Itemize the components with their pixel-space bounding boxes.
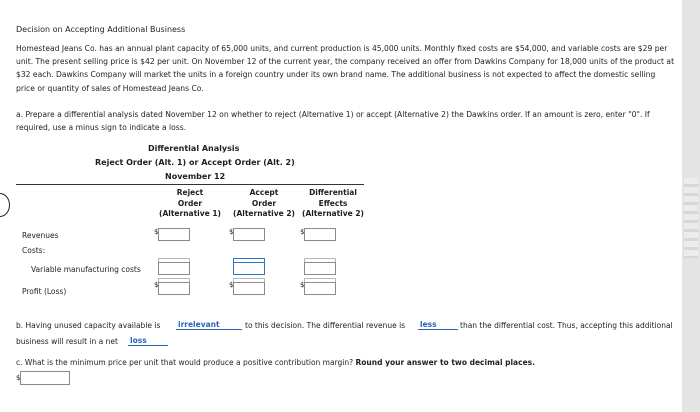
column-header-differential: Differential Effects (Alternative 2) — [302, 188, 364, 218]
currency-symbol: $ — [300, 281, 305, 289]
part-b-text-3: than the differential cost. Thus, accepting this additional — [460, 321, 673, 330]
part-a-instructions: a. Prepare a differential analysis dated November 12 on whether to reject (Alternative 1) or accept (Alternative 2) the Dawkins order. If an amount is zero, enter "0". If required, use a minus sign to indicate a loss. — [16, 110, 650, 132]
variable-costs-accept-input[interactable] — [233, 262, 265, 275]
revenues-accept-input[interactable] — [233, 228, 265, 241]
column-header-accept: Accept Order (Alternative 2) — [233, 188, 295, 218]
profit-accept-input[interactable] — [233, 282, 265, 295]
row-label-revenues: Revenues — [22, 231, 59, 240]
unused-capacity-dropdown[interactable]: irrelevant — [176, 320, 242, 330]
part-b-text-4: business will result in a net — [16, 337, 118, 346]
column-header-reject: Reject Order (Alternative 1) — [159, 188, 221, 218]
table-subheading: Reject Order (Alt. 1) or Accept Order (Alt. 2) — [95, 158, 295, 167]
currency-symbol: $ — [154, 281, 159, 289]
part-b-text-2: to this decision. The differential revenue is — [245, 321, 406, 330]
currency-symbol: $ — [229, 281, 234, 289]
table-divider — [16, 184, 364, 185]
table-date: November 12 — [165, 172, 226, 181]
revenues-differential-input[interactable] — [304, 228, 336, 241]
profit-reject-input[interactable] — [158, 282, 190, 295]
variable-costs-differential-input[interactable] — [304, 262, 336, 275]
row-label-profit: Profit (Loss) — [22, 287, 67, 296]
table-heading: Differential Analysis — [148, 144, 240, 153]
currency-symbol: $ — [300, 228, 305, 236]
currency-symbol: $ — [154, 228, 159, 236]
row-label-variable-costs: Variable manufacturing costs — [31, 265, 141, 274]
part-b-text-1: b. Having unused capacity available is — [16, 321, 161, 330]
currency-symbol: $ — [229, 228, 234, 236]
part-c-question: c. What is the minimum price per unit that would produce a positive contribution margin? Round your answer to two decimal places. — [16, 358, 535, 367]
differential-revenue-dropdown[interactable]: less — [418, 320, 458, 330]
side-tab-handle[interactable] — [0, 193, 10, 217]
page-title: Decision on Accepting Additional Business — [16, 25, 186, 34]
profit-differential-input[interactable] — [304, 282, 336, 295]
row-label-costs: Costs: — [22, 246, 46, 255]
currency-symbol: $ — [16, 374, 21, 382]
net-result-dropdown[interactable]: loss — [128, 336, 168, 346]
scrollbar-thumb[interactable] — [684, 178, 698, 258]
minimum-price-input[interactable] — [20, 371, 70, 385]
revenues-reject-input[interactable] — [158, 228, 190, 241]
problem-description: Homestead Jeans Co. has an annual plant capacity of 65,000 units, and current production is 45,000 units. Monthly fixed costs are $54,000, and variable costs are $29 per unit. The present selling price is $42 per unit. On November 12 of the current year, the company received an offer from Dawkins Company for 18,000 units of the product at $32 each. Dawkins Company will market the units in a foreign country under its own brand name. The additional business is not expected to affect the domestic selling price or quantity of sales of Homestead Jeans Co. — [16, 44, 675, 93]
variable-costs-reject-input[interactable] — [158, 262, 190, 275]
